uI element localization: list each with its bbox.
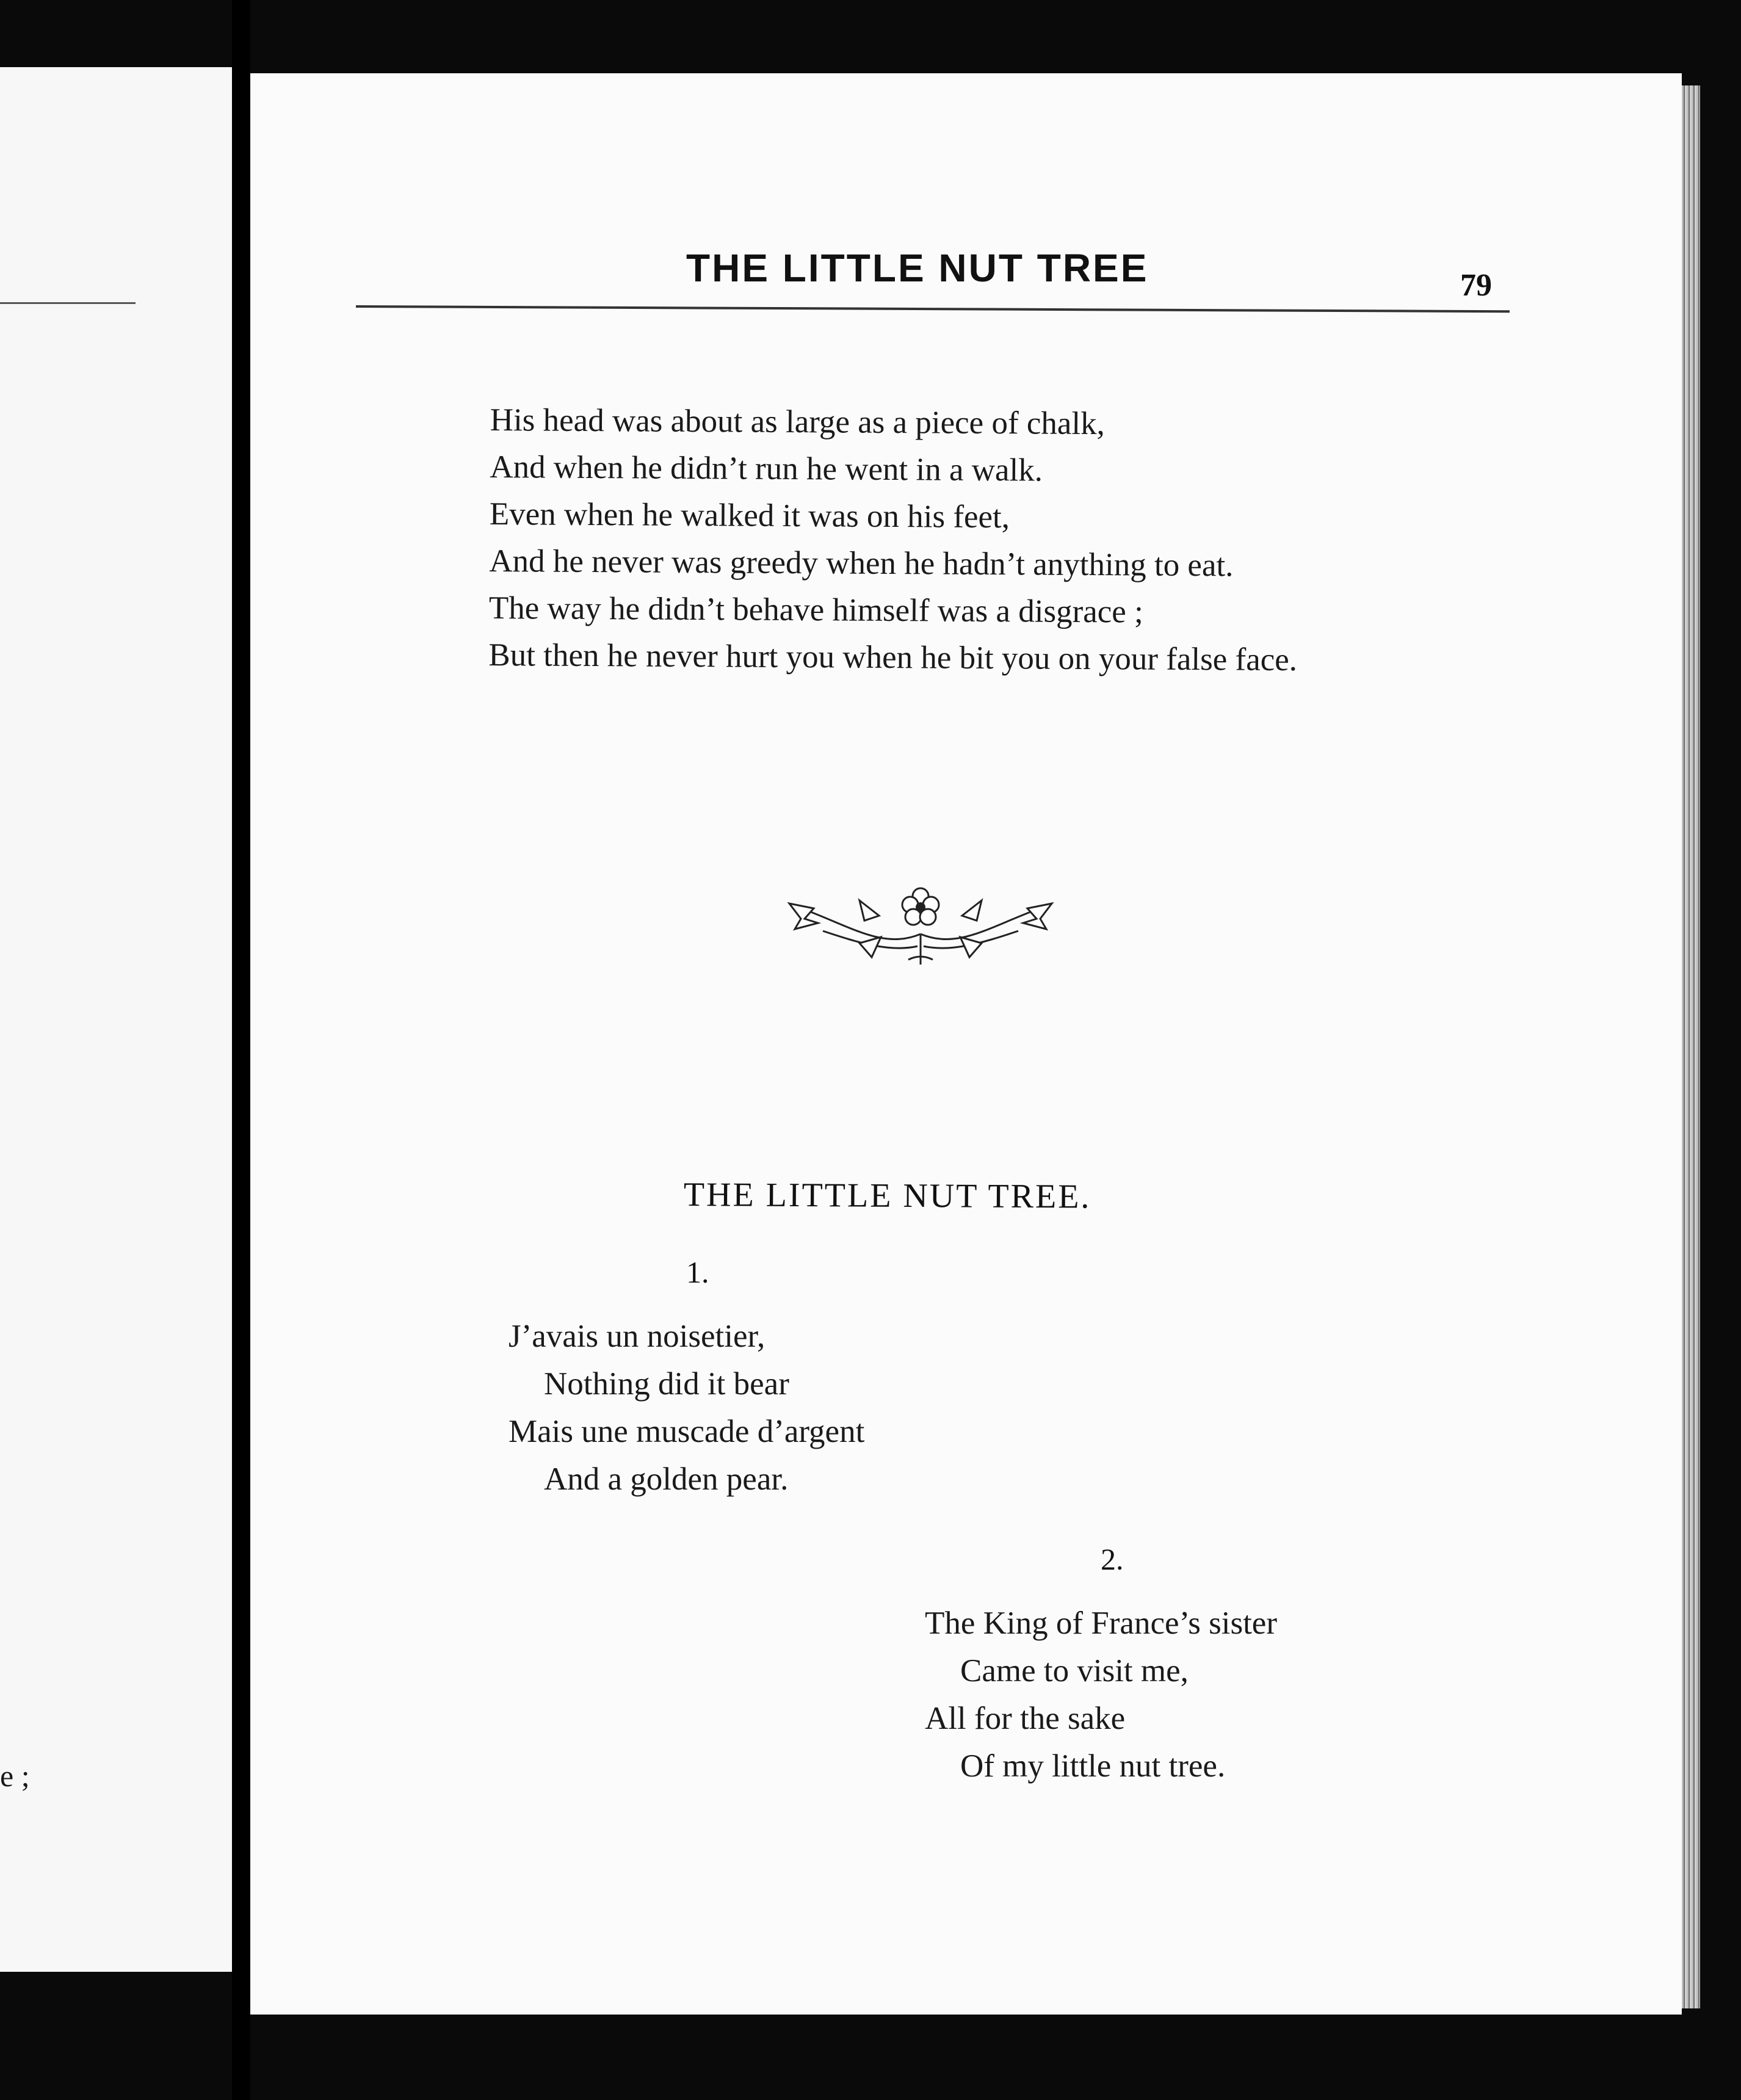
stanza-number: 2. (1101, 1542, 1124, 1576)
stanza-line: The King of France’s sister (925, 1606, 1277, 1641)
floral-vine-ornament-icon (786, 885, 1055, 977)
verse-line: And when he didn’t run he went in a walk. (490, 449, 1043, 488)
book-gutter (232, 0, 250, 2100)
poem-title: THE LITTLE NUT TREE. (683, 1176, 1091, 1216)
left-page-text-fragment: e ; (0, 1759, 30, 1793)
stanza-number: 1. (686, 1255, 709, 1289)
stanza-line: Nothing did it bear (544, 1366, 789, 1402)
stanza-line: All for the sake (925, 1701, 1126, 1736)
verse-line: The way he didn’t behave himself was a disgrace ; (488, 590, 1143, 630)
running-title: THE LITTLE NUT TREE (686, 246, 1149, 290)
page-number: 79 (1460, 268, 1492, 303)
stanza-line: Of my little nut tree. (960, 1748, 1226, 1784)
verse-line: Even when he walked it was on his feet, (489, 496, 1010, 535)
stanza-line: Came to visit me, (960, 1653, 1189, 1689)
stanza-line: Mais une muscade d’argent (509, 1414, 865, 1449)
page-edges (1682, 85, 1700, 2008)
left-page-header-rule (0, 302, 136, 304)
left-page (0, 67, 232, 1972)
verse-line: His head was about as large as a piece of chalk, (490, 402, 1106, 442)
verse-line: And he never was greedy when he hadn’t anything to eat. (489, 543, 1234, 584)
stanza-line: And a golden pear. (544, 1461, 789, 1497)
stanza-line: J’avais un noisetier, (509, 1319, 766, 1354)
stanza (509, 1312, 864, 1503)
verse-block (488, 397, 1298, 684)
verse-line: But then he never hurt you when he bit you on your false face. (488, 637, 1298, 678)
stanza (925, 1599, 1277, 1790)
